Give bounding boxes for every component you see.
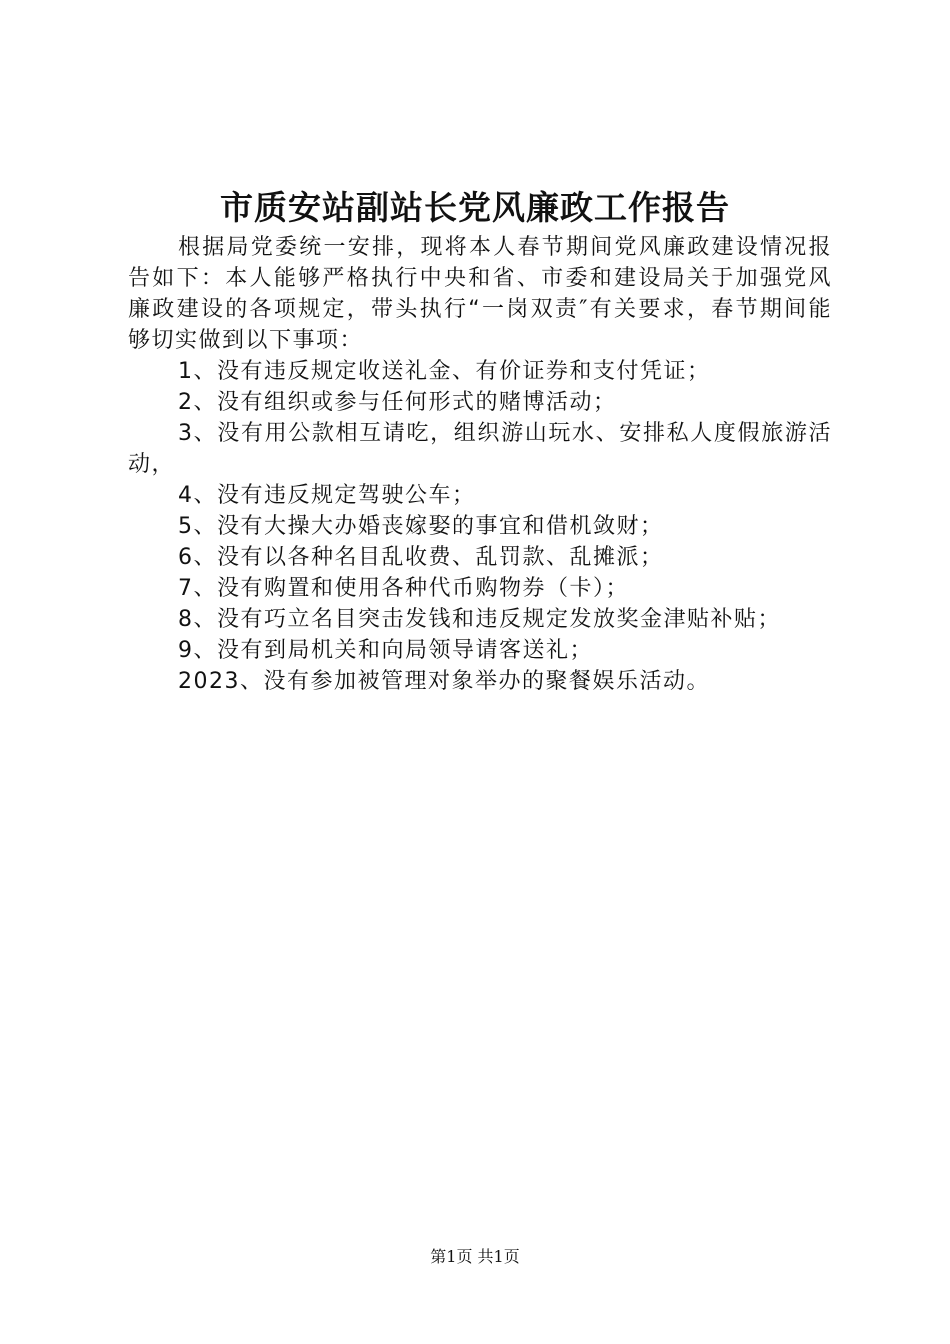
list-item: 7、没有购置和使用各种代币购物券（卡）； [178,576,629,601]
document-body [128,232,832,697]
list-item: 5、没有大操大办婚丧嫁娶的事宜和借机敛财； [178,514,664,539]
document-title: 市质安站副站长党风廉政工作报告 [220,188,730,227]
list-item: 1、没有违反规定收送礼金、有价证券和支付凭证； [178,359,711,384]
list-item: 9、没有到局机关和向局领导请客送礼； [178,638,593,663]
list-item: 6、没有以各种名目乱收费、乱罚款、乱摊派； [178,545,664,570]
intro-paragraph: 根据局党委统一安排，现将本人春节期间党风廉政建设情况报告如下：本人能够严格执行中央和省、市委和建设局关于加强党风廉政建设的各项规定，带头执行“一岗双责″有关要求，春节期间能够切实做到以下事项： [128,235,832,353]
list-item: 2、没有组织或参与任何形式的赌博活动； [178,390,617,415]
list-item: 3、没有用公款相互请吃，组织游山玩水、安排私人度假旅游活动， [128,421,832,477]
list-item: 4、没有违反规定驾驶公车； [178,483,476,508]
list-item: 8、没有巧立名目突击发钱和违反规定发放奖金津贴补贴； [178,607,781,632]
list-item: 2023、没有参加被管理对象举办的聚餐娱乐活动。 [178,669,710,694]
page-footer: 第1页 共1页 [430,1247,520,1266]
